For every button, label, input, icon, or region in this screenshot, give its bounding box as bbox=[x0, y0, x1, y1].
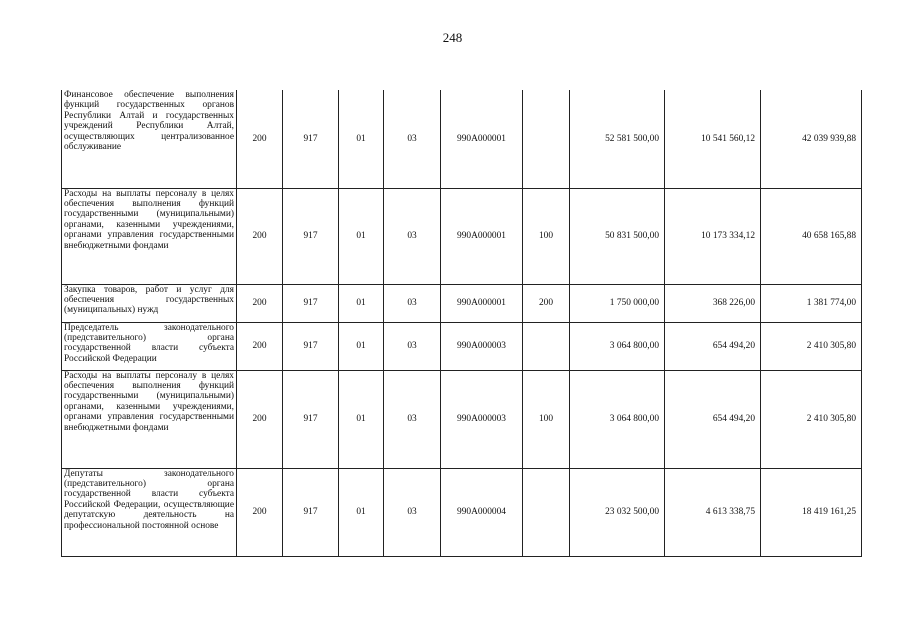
cell-code-expense-type: 100 bbox=[523, 188, 570, 284]
cell-code-ministry: 917 bbox=[283, 370, 339, 468]
cell-code-ministry: 917 bbox=[283, 284, 339, 322]
cell-code-expense-type bbox=[523, 322, 570, 370]
cell-code-ministry: 917 bbox=[283, 188, 339, 284]
cell-code-expense-type: 200 bbox=[523, 284, 570, 322]
row-description: Закупка товаров, работ и услуг для обеспечения государственных (муниципальных) нужд bbox=[62, 284, 237, 322]
budget-table-body bbox=[62, 90, 862, 556]
cell-amount-planned: 23 032 500,00 bbox=[570, 468, 665, 556]
cell-amount-remaining: 2 410 305,80 bbox=[761, 322, 862, 370]
cell-code-expense-type: 100 bbox=[523, 370, 570, 468]
table-row bbox=[62, 188, 862, 284]
cell-code-ministry: 917 bbox=[283, 322, 339, 370]
cell-amount-remaining: 2 410 305,80 bbox=[761, 370, 862, 468]
table-row bbox=[62, 90, 862, 188]
budget-table bbox=[61, 90, 862, 557]
cell-code-1: 200 bbox=[237, 322, 283, 370]
table-row bbox=[62, 370, 862, 468]
row-description: Расходы на выплаты персоналу в целях обеспечения выполнения функций государственными (муниципальными) органами, казенными учреждениями, органами управления государственными внебюджетными фондами bbox=[62, 370, 237, 468]
cell-code-target: 990А000001 bbox=[441, 188, 523, 284]
cell-code-subsection: 03 bbox=[384, 188, 441, 284]
row-description: Депутаты законодательного (представительного) органа государственной власти субъекта Российской Федерации, осуществляющие депутатскую деятельность на профессиональной постоянной основе bbox=[62, 468, 237, 556]
cell-code-expense-type bbox=[523, 468, 570, 556]
cell-amount-planned: 50 831 500,00 bbox=[570, 188, 665, 284]
cell-code-ministry: 917 bbox=[283, 468, 339, 556]
cell-code-section: 01 bbox=[339, 188, 384, 284]
cell-code-subsection: 03 bbox=[384, 284, 441, 322]
cell-code-section: 01 bbox=[339, 284, 384, 322]
cell-code-1: 200 bbox=[237, 188, 283, 284]
table-row bbox=[62, 322, 862, 370]
cell-code-expense-type bbox=[523, 90, 570, 188]
cell-amount-executed: 368 226,00 bbox=[665, 284, 761, 322]
cell-amount-executed: 10 541 560,12 bbox=[665, 90, 761, 188]
cell-code-ministry: 917 bbox=[283, 90, 339, 188]
cell-amount-executed: 4 613 338,75 bbox=[665, 468, 761, 556]
cell-code-subsection: 03 bbox=[384, 322, 441, 370]
row-description: Финансовое обеспечение выполнения функций государственных органов Республики Алтай и государственных учреждений Республики Алтай, осуществляющих централизованное обслуживание bbox=[62, 90, 237, 188]
cell-code-target: 990А000001 bbox=[441, 284, 523, 322]
cell-amount-planned: 3 064 800,00 bbox=[570, 370, 665, 468]
cell-code-1: 200 bbox=[237, 468, 283, 556]
table-row bbox=[62, 468, 862, 556]
cell-code-subsection: 03 bbox=[384, 468, 441, 556]
cell-code-subsection: 03 bbox=[384, 370, 441, 468]
cell-code-target: 990А000001 bbox=[441, 90, 523, 188]
cell-amount-remaining: 1 381 774,00 bbox=[761, 284, 862, 322]
cell-code-target: 990А000003 bbox=[441, 370, 523, 468]
row-description: Председатель законодательного (представительного) органа государственной власти субъекта Российской Федерации bbox=[62, 322, 237, 370]
cell-code-1: 200 bbox=[237, 90, 283, 188]
cell-amount-planned: 52 581 500,00 bbox=[570, 90, 665, 188]
cell-amount-executed: 10 173 334,12 bbox=[665, 188, 761, 284]
cell-amount-executed: 654 494,20 bbox=[665, 370, 761, 468]
cell-code-section: 01 bbox=[339, 90, 384, 188]
table-row bbox=[62, 284, 862, 322]
cell-amount-planned: 3 064 800,00 bbox=[570, 322, 665, 370]
cell-code-section: 01 bbox=[339, 370, 384, 468]
cell-code-subsection: 03 bbox=[384, 90, 441, 188]
cell-code-section: 01 bbox=[339, 322, 384, 370]
cell-amount-executed: 654 494,20 bbox=[665, 322, 761, 370]
cell-amount-remaining: 18 419 161,25 bbox=[761, 468, 862, 556]
cell-code-target: 990А000003 bbox=[441, 322, 523, 370]
cell-amount-planned: 1 750 000,00 bbox=[570, 284, 665, 322]
page-number: 248 bbox=[442, 30, 463, 45]
cell-amount-remaining: 40 658 165,88 bbox=[761, 188, 862, 284]
row-description: Расходы на выплаты персоналу в целях обеспечения выполнения функций государственными (муниципальными) органами, казенными учреждениями, органами управления государственными внебюджетными фондами bbox=[62, 188, 237, 284]
cell-code-1: 200 bbox=[237, 284, 283, 322]
cell-code-target: 990А000004 bbox=[441, 468, 523, 556]
cell-code-1: 200 bbox=[237, 370, 283, 468]
cell-amount-remaining: 42 039 939,88 bbox=[761, 90, 862, 188]
cell-code-section: 01 bbox=[339, 468, 384, 556]
